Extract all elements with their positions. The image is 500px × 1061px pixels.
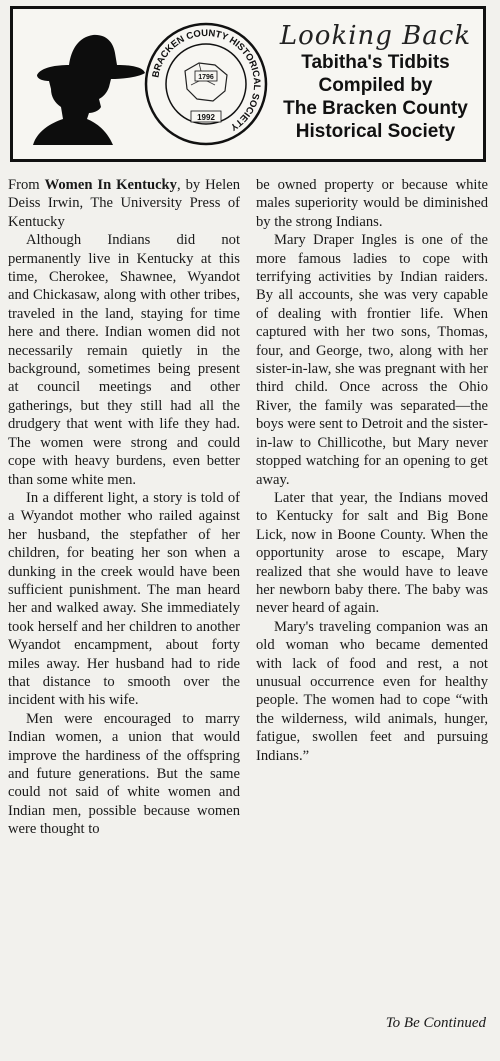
to-be-continued: To Be Continued (385, 1015, 486, 1031)
seal-year-top: 1796 (198, 74, 214, 81)
seal-ring-text: BRACKEN COUNTY HISTORICAL SOCIETY (150, 27, 263, 133)
source-citation: From Women In Kentucky, by Helen Deiss Irwin, The University Press of Kentucky (8, 177, 240, 230)
society-line-1: The Bracken County (283, 98, 468, 119)
header-titles (268, 21, 483, 143)
article-paragraph: Mary Draper Ingles is one of the more famous ladies to cope with terrifying activities by Indian raiders. By all accounts, she was very capable of dealing with frontier life. When captured with her two sons, Thomas, four, and George, two, along with her sister-in-law, she was pregnant with her third child. Once across the Ohio River, the family was separated—the boys were sent to Detroit and the sister-in-law to Chillicothe, but Mary never stopped watching for an opening to get away. (256, 232, 488, 488)
cowboy-silhouette-icon (27, 27, 147, 145)
column-header-box (10, 6, 486, 162)
article-paragraph: Mary's traveling companion was an old woman who became demented with lack of food and rest, a not unusual occurrence even for healthy people. The women had to cope “with the wilderness, wild animals, hunger, fatigue, swollen feet and pursuing Indians.” (256, 618, 488, 764)
article-paragraph-continued: be owned property or because white males superiority would be diminished by the strong Indians. (256, 177, 488, 230)
article-paragraph: Men were encouraged to marry Indian women, a union that would improve the hardiness of the offspring and future generations. But the same could not said of white women and Indian men, possible because women were thought to (8, 710, 240, 838)
left-text-column (8, 176, 240, 839)
article-paragraph: In a different light, a story is told of a Wyandot mother who railed against her husband, the stepfather of her children, for beating her son when a dunking in the creek would have been sufficient punishment. The man heard her and walked away. She immediately took herself and her children to another Wyandot encampment, about forty miles away. Her husband had to ride that distance to smooth over the incident with his wife. (8, 489, 240, 709)
historical-society-seal (141, 19, 271, 149)
article-paragraph: Although Indians did not permanently live in Kentucky at this time, Cherokee, Shawnee, Wyandot and Chickasaw, along with other tribes, traveled in the land, staying for time here and there. Indian women did not necessarily remain quietly in the background, sometimes being present at council meetings and other gatherings, but they still had all the drudgery that went with life they had. The women were strong and could cope with heavy burdens, even better than some white men. (8, 232, 240, 488)
tidbits-title: Tabitha's Tidbits (301, 52, 450, 73)
compiled-by-line: Compiled by (318, 75, 433, 96)
article-paragraph: Later that year, the Indians moved to Kentucky for salt and Big Bone Lick, now in Boone County. When the opportunity arose to escape, Mary realized that she would have to leave her newborn baby there. The baby was never heard of again. (256, 489, 488, 617)
society-line-2: Historical Society (295, 121, 456, 142)
source-book-title: Women In Kentucky (44, 177, 177, 193)
looking-back-title: Looking Back (279, 21, 472, 51)
right-text-column (256, 176, 488, 765)
seal-year-bottom: 1992 (197, 113, 215, 122)
